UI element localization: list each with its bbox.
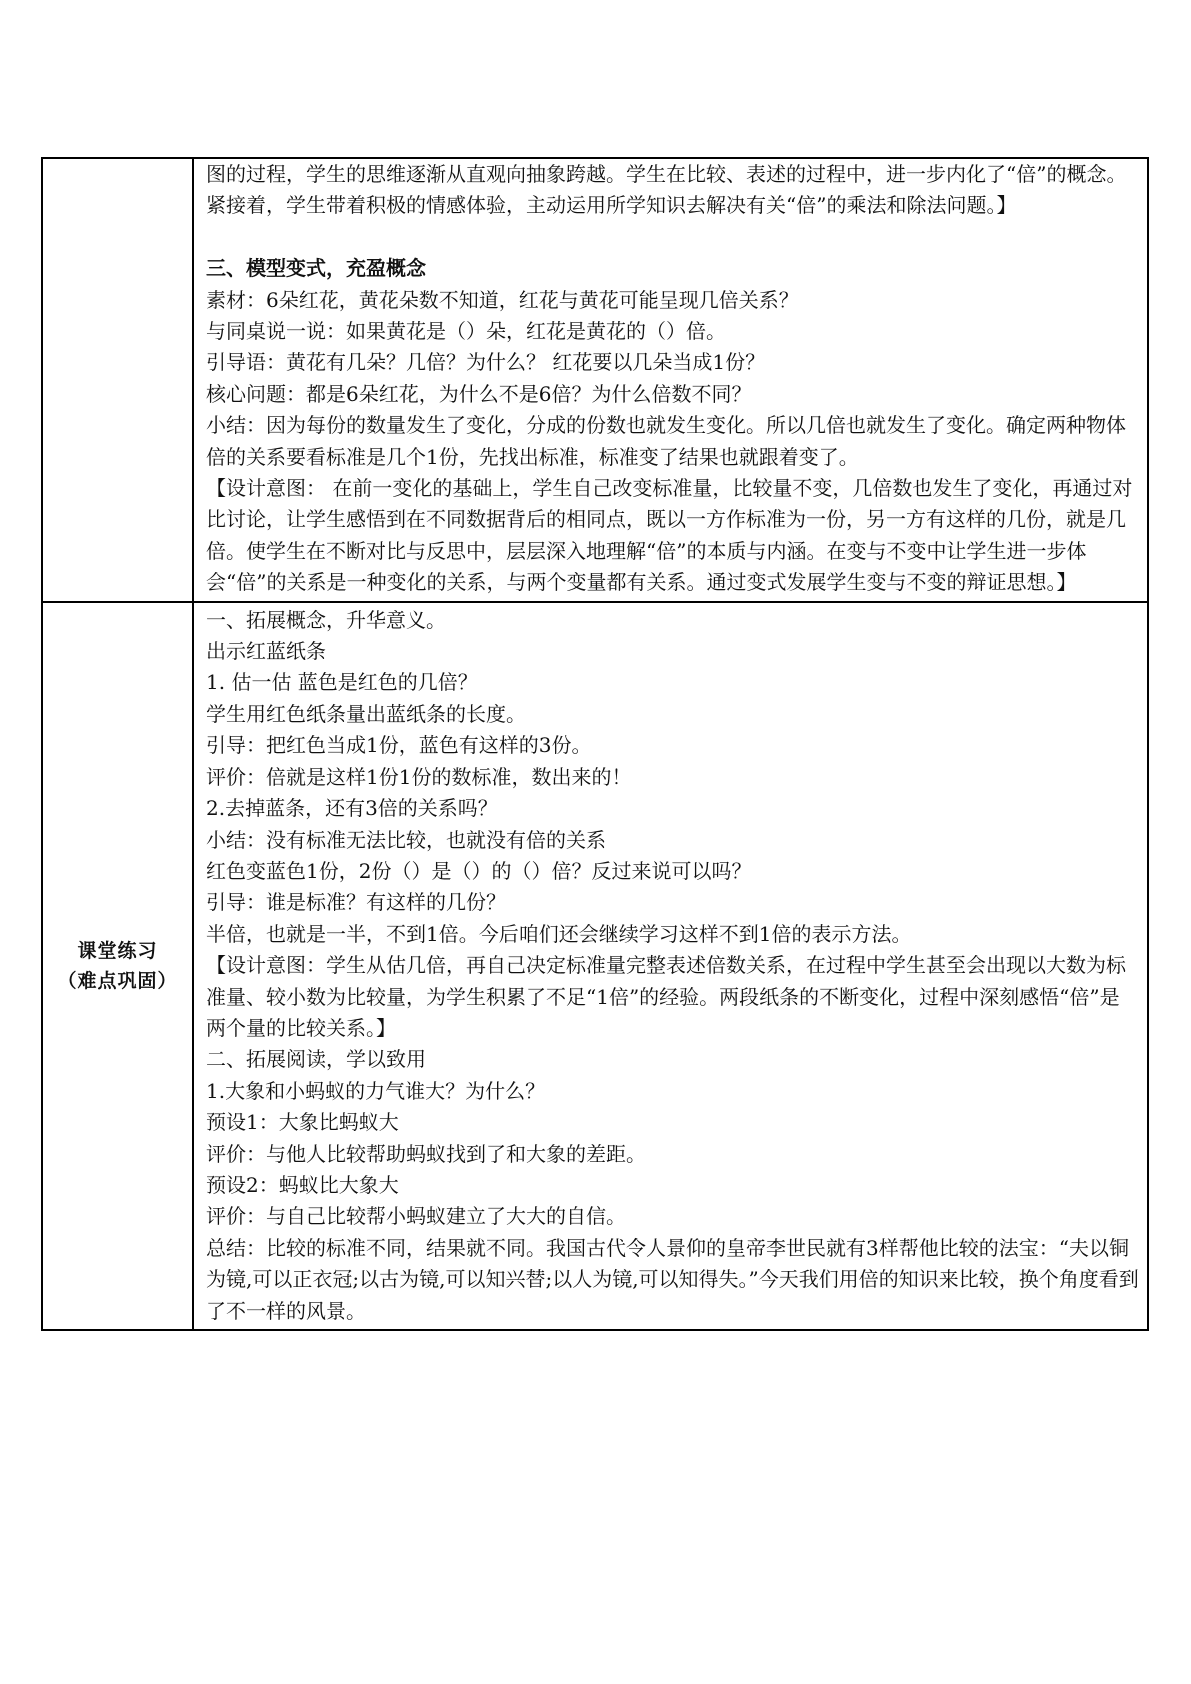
paragraph-measure: 学生用红色纸条量出蓝纸条的长度。 xyxy=(206,701,526,726)
paragraph-preset-1: 预设1：大象比蚂蚁大 xyxy=(206,1110,399,1135)
blank-line xyxy=(206,222,1139,253)
paragraph-guide-standard: 引导：谁是标准？有这样的几份？ xyxy=(206,890,506,915)
row1-content-cell xyxy=(193,158,1148,602)
paragraph-half-times: 半倍，也就是一半，不到1倍。今后咱们还会继续学习这样不到1倍的表示方法。 xyxy=(206,921,912,946)
paragraph-red-to-blue: 红色变蓝色1份，2份（）是（）的（）倍？反过来说可以吗？ xyxy=(206,858,752,883)
section-heading-3: 三、模型变式，充盈概念 xyxy=(206,256,426,281)
paragraph-remove-blue: 2.去掉蓝条，还有3倍的关系吗？ xyxy=(206,796,498,821)
paragraph-show-strips: 出示红蓝纸条 xyxy=(206,639,326,664)
paragraph-continuation: 图的过程，学生的思维逐渐从直观向抽象跨越。学生在比较、表述的过程中，进一步内化了“倍”的概念。紧接着，学生带着积极的情感体验，主动运用所学知识去解决有关“倍”的乘法和除法问题。】 xyxy=(206,162,1127,218)
paragraph-material: 素材：6朵红花，黄花朵数不知道，红花与黄花可能呈现几倍关系？ xyxy=(206,287,799,312)
row2-label-subtitle: （难点巩固） xyxy=(57,969,178,992)
paragraph-estimate: 1. 估一估 蓝色是红色的几倍？ xyxy=(206,670,478,695)
table-row-model-variation xyxy=(42,158,1148,602)
paragraph-guide-red: 引导：把红色当成1份，蓝色有这样的3份。 xyxy=(206,733,592,758)
paragraph-conclusion: 总结：比较的标准不同，结果就不同。我国古代令人景仰的皇帝李世民就有3样帮他比较的法宝：“夫以铜为镜,可以正衣冠;以古为镜,可以知兴替;以人为镜,可以知得失。”今天我们用倍的知识来比较，换个角度看到了不一样的风景。 xyxy=(206,1235,1139,1323)
paragraph-summary-standard: 小结：没有标准无法比较，也就没有倍的关系 xyxy=(206,827,606,852)
paragraph-evaluation-2: 评价：与他人比较帮助蚂蚁找到了和大象的差距。 xyxy=(206,1141,646,1166)
paragraph-guide: 引导语：黄花有几朵？几倍？为什么？ 红花要以几朵当成1份？ xyxy=(206,350,766,375)
row2-label-title: 课堂练习 xyxy=(77,939,158,962)
section-heading-1: 一、拓展概念，升华意义。 xyxy=(206,607,446,632)
paragraph-core-question: 核心问题：都是6朵红花，为什么不是6倍？为什么倍数不同？ xyxy=(206,381,752,406)
row2-label-cell xyxy=(42,602,193,1330)
table-row-classroom-practice xyxy=(42,602,1148,1330)
paragraph-evaluation-1: 评价：倍就是这样1份1份的数标准，数出来的！ xyxy=(206,764,632,789)
row1-label-cell xyxy=(42,158,193,602)
paragraph-evaluation-3: 评价：与自己比较帮小蚂蚁建立了大大的自信。 xyxy=(206,1204,626,1229)
paragraph-summary: 小结：因为每份的数量发生了变化，分成的份数也就发生变化。所以几倍也就发生了变化。确定两种物体倍的关系要看标准是几个1份，先找出标准，标准变了结果也就跟着变了。 xyxy=(206,413,1126,469)
section-heading-2: 二、拓展阅读，学以致用 xyxy=(206,1047,426,1072)
paragraph-desk-talk: 与同桌说一说：如果黄花是（）朵，红花是黄花的（）倍。 xyxy=(206,319,726,344)
lesson-plan-table xyxy=(41,157,1149,1331)
row2-content xyxy=(194,603,1147,1329)
paragraph-preset-2: 预设2：蚂蚁比大象大 xyxy=(206,1172,399,1197)
paragraph-design-intent: 【设计意图： 在前一变化的基础上，学生自己改变标准量，比较量不变，几倍数也发生了变化，再通过对比讨论，让学生感悟到在不同数据背后的相同点，既以一方作标准为一份，另一方有这样的几份，就是几倍。使学生在不断对比与反思中，层层深入地理解“倍”的本质与内涵。在变与不变中让学生进一步体会“倍”的关系是一种变化的关系，与两个变量都有关系。通过变式发展学生变与不变的辩证思想。】 xyxy=(206,476,1133,595)
paragraph-elephant-ant: 1.大象和小蚂蚁的力气谁大？为什么？ xyxy=(206,1078,546,1103)
row1-content xyxy=(194,159,1147,601)
row2-content-cell xyxy=(193,602,1148,1330)
paragraph-design-intent-2: 【设计意图：学生从估几倍，再自己决定标准量完整表述倍数关系，在过程中学生甚至会出现以大数为标准量、较小数为比较量，为学生积累了不足“1倍”的经验。两段纸条的不断变化，过程中深刻感悟“倍”是两个量的比较关系。】 xyxy=(206,953,1126,1040)
